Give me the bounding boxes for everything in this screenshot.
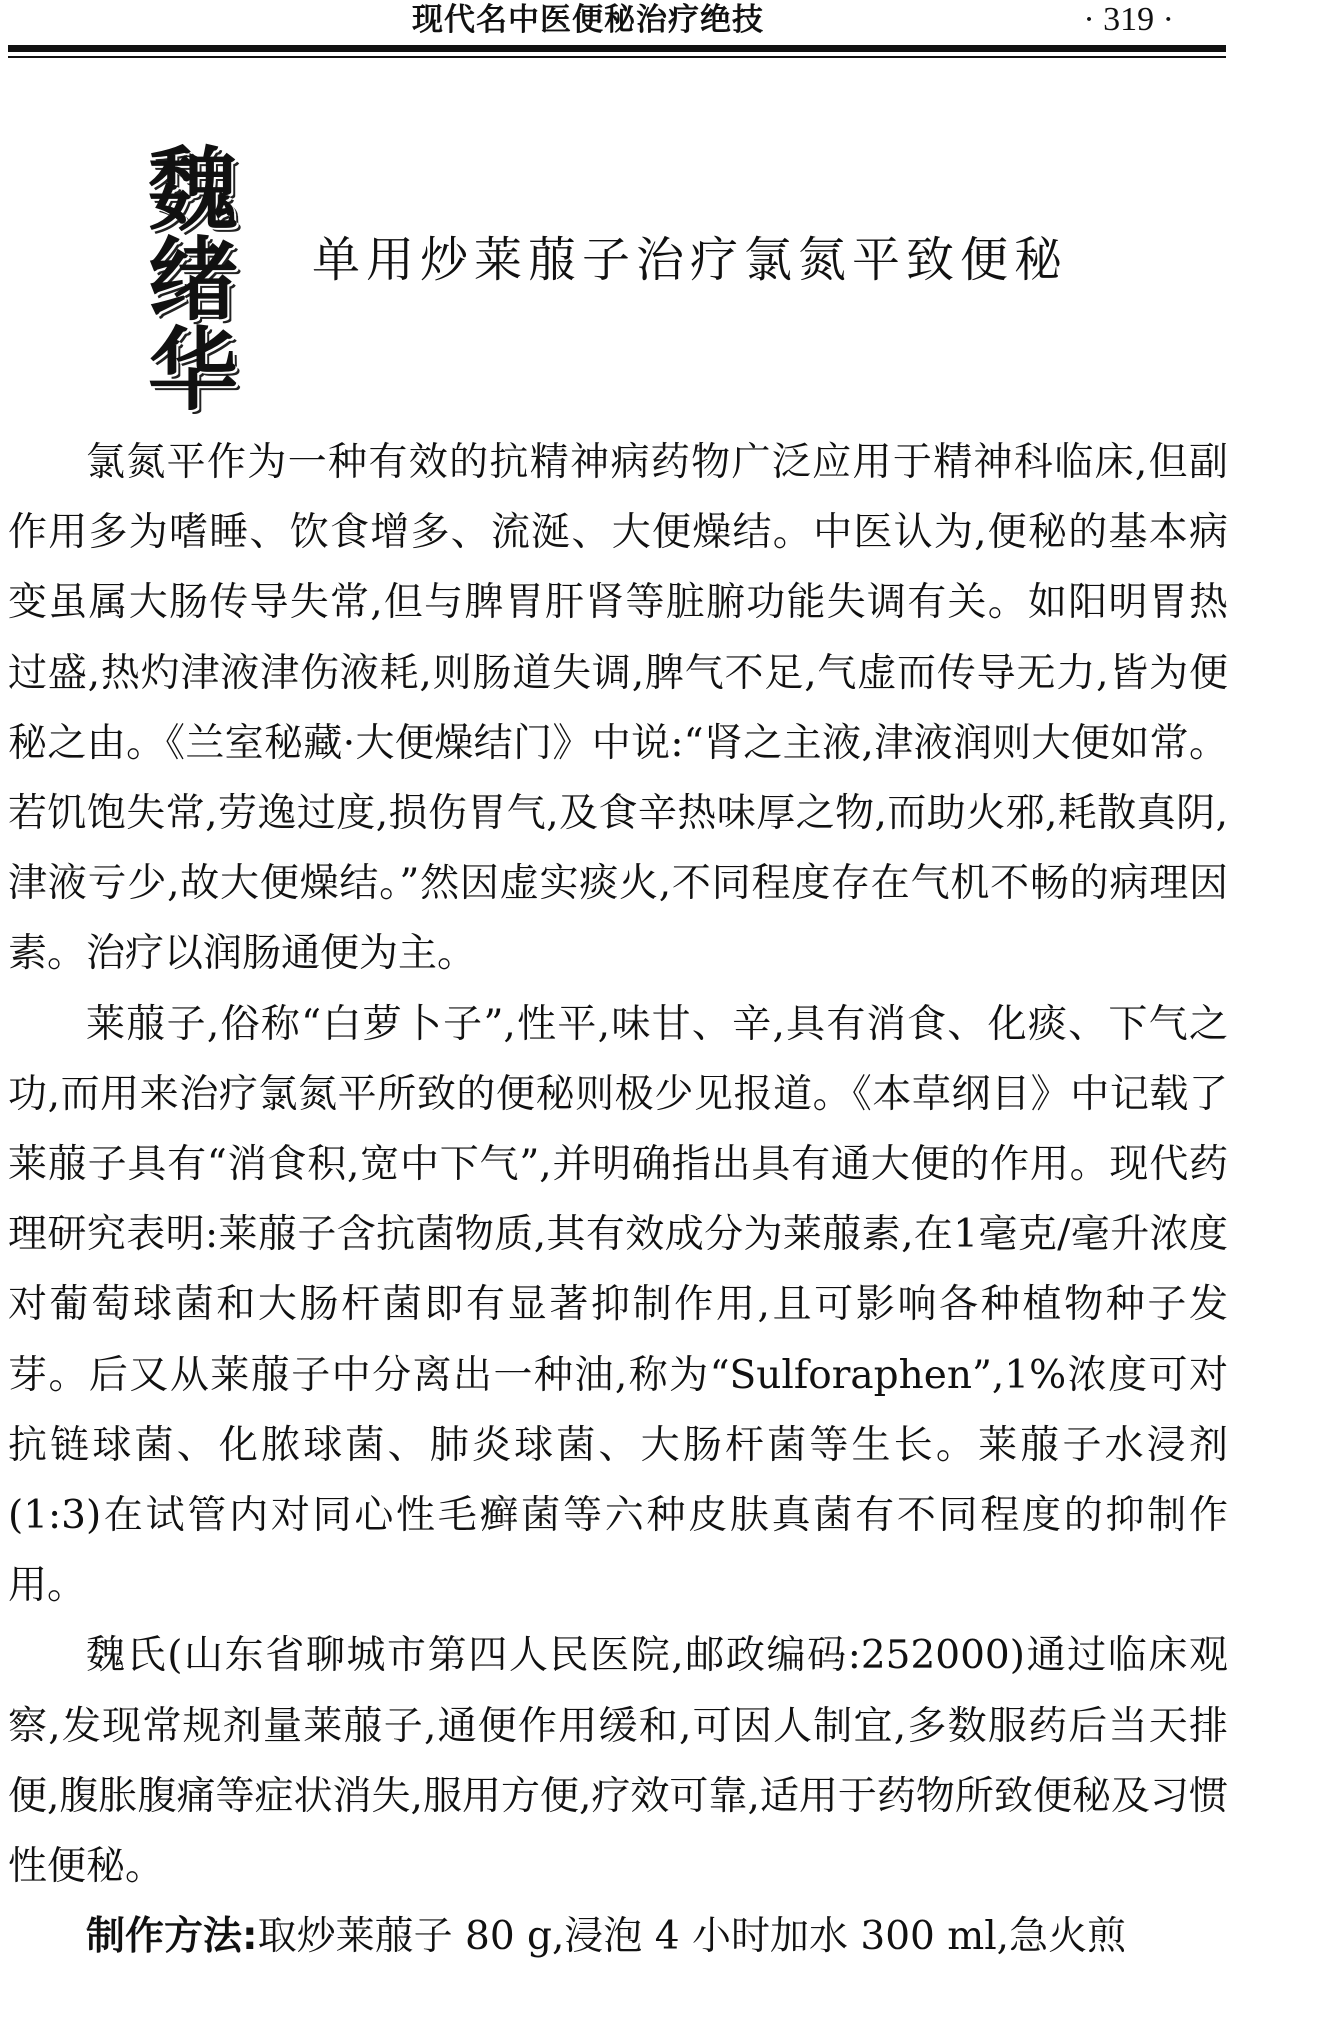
book-title: 现代名中医便秘治疗绝技	[412, 2, 764, 38]
method-text: 取炒莱菔子 80 g,浸泡 4 小时加水 300 ml,急火煎	[257, 1914, 1127, 1960]
article-title: 单用炒莱菔子治疗氯氮平致便秘	[312, 232, 1069, 288]
header-rule-thin	[8, 56, 1226, 58]
paragraph-laifuzi: 莱菔子,俗称“白萝卜子”,性平,味甘、辛,具有消食、化痰、下气之功,而用来治疗氯氮平所致的便秘则极少见报道。《本草纲目》中记载了莱菔子具有“消食积,宽中下气”,并明确指出具有通大便的作用。现代药理研究表明:莱菔子含抗菌物质,其有效成分为莱菔素,在1毫克/毫升浓度对葡萄球菌和大肠杆菌即有显著抑制作用,且可影响各种植物种子发芽。后又从莱菔子中分离出一种油,称为“Sulforaphen”,1%浓度可对抗链球菌、化脓球菌、肺炎球菌、大肠杆菌等生长。莱菔子水浸剂(1:3)在试管内对同心性毛癣菌等六种皮肤真菌有不同程度的抑制作用。	[8, 1001, 1228, 1609]
page-number: · 319 ·	[1083, 1, 1174, 38]
running-header	[8, 0, 1226, 60]
paragraph-clinical: 魏氏(山东省聊城市第四人民医院,邮政编码:252000)通过临床观察,发现常规剂量莱菔子,通便作用缓和,可因人制宜,多数服药后当天排便,腹胀腹痛等症状消失,服用方便,疗效可靠,适用于药物所致便秘及习惯性便秘。	[8, 1633, 1228, 1890]
header-rule-thick	[8, 45, 1226, 52]
paragraph-method	[8, 1902, 1228, 1972]
paragraph-intro: 氯氮平作为一种有效的抗精神病药物广泛应用于精神科临床,但副作用多为嗜睡、饮食增多、流涎、大便燥结。中医认为,便秘的基本病变虽属大肠传导失常,但与脾胃肝肾等脏腑功能失调有关。如阳明胃热过盛,热灼津液津伤液耗,则肠道失调,脾气不足,气虚而传导无力,皆为便秘之由。《兰室秘藏·大便燥结门》中说:“肾之主液,津液润则大便如常。若饥饱失常,劳逸过度,损伤胃气,及食辛热味厚之物,而助火邪,耗散真阴,津液亏少,故大便燥结。”然因虚实痰火,不同程度存在气机不畅的病理因素。治疗以润肠通便为主。	[8, 440, 1228, 977]
article-body	[8, 428, 1228, 1972]
author-name: 魏绪华	[132, 142, 237, 412]
method-label: 制作方法:	[86, 1914, 258, 1960]
